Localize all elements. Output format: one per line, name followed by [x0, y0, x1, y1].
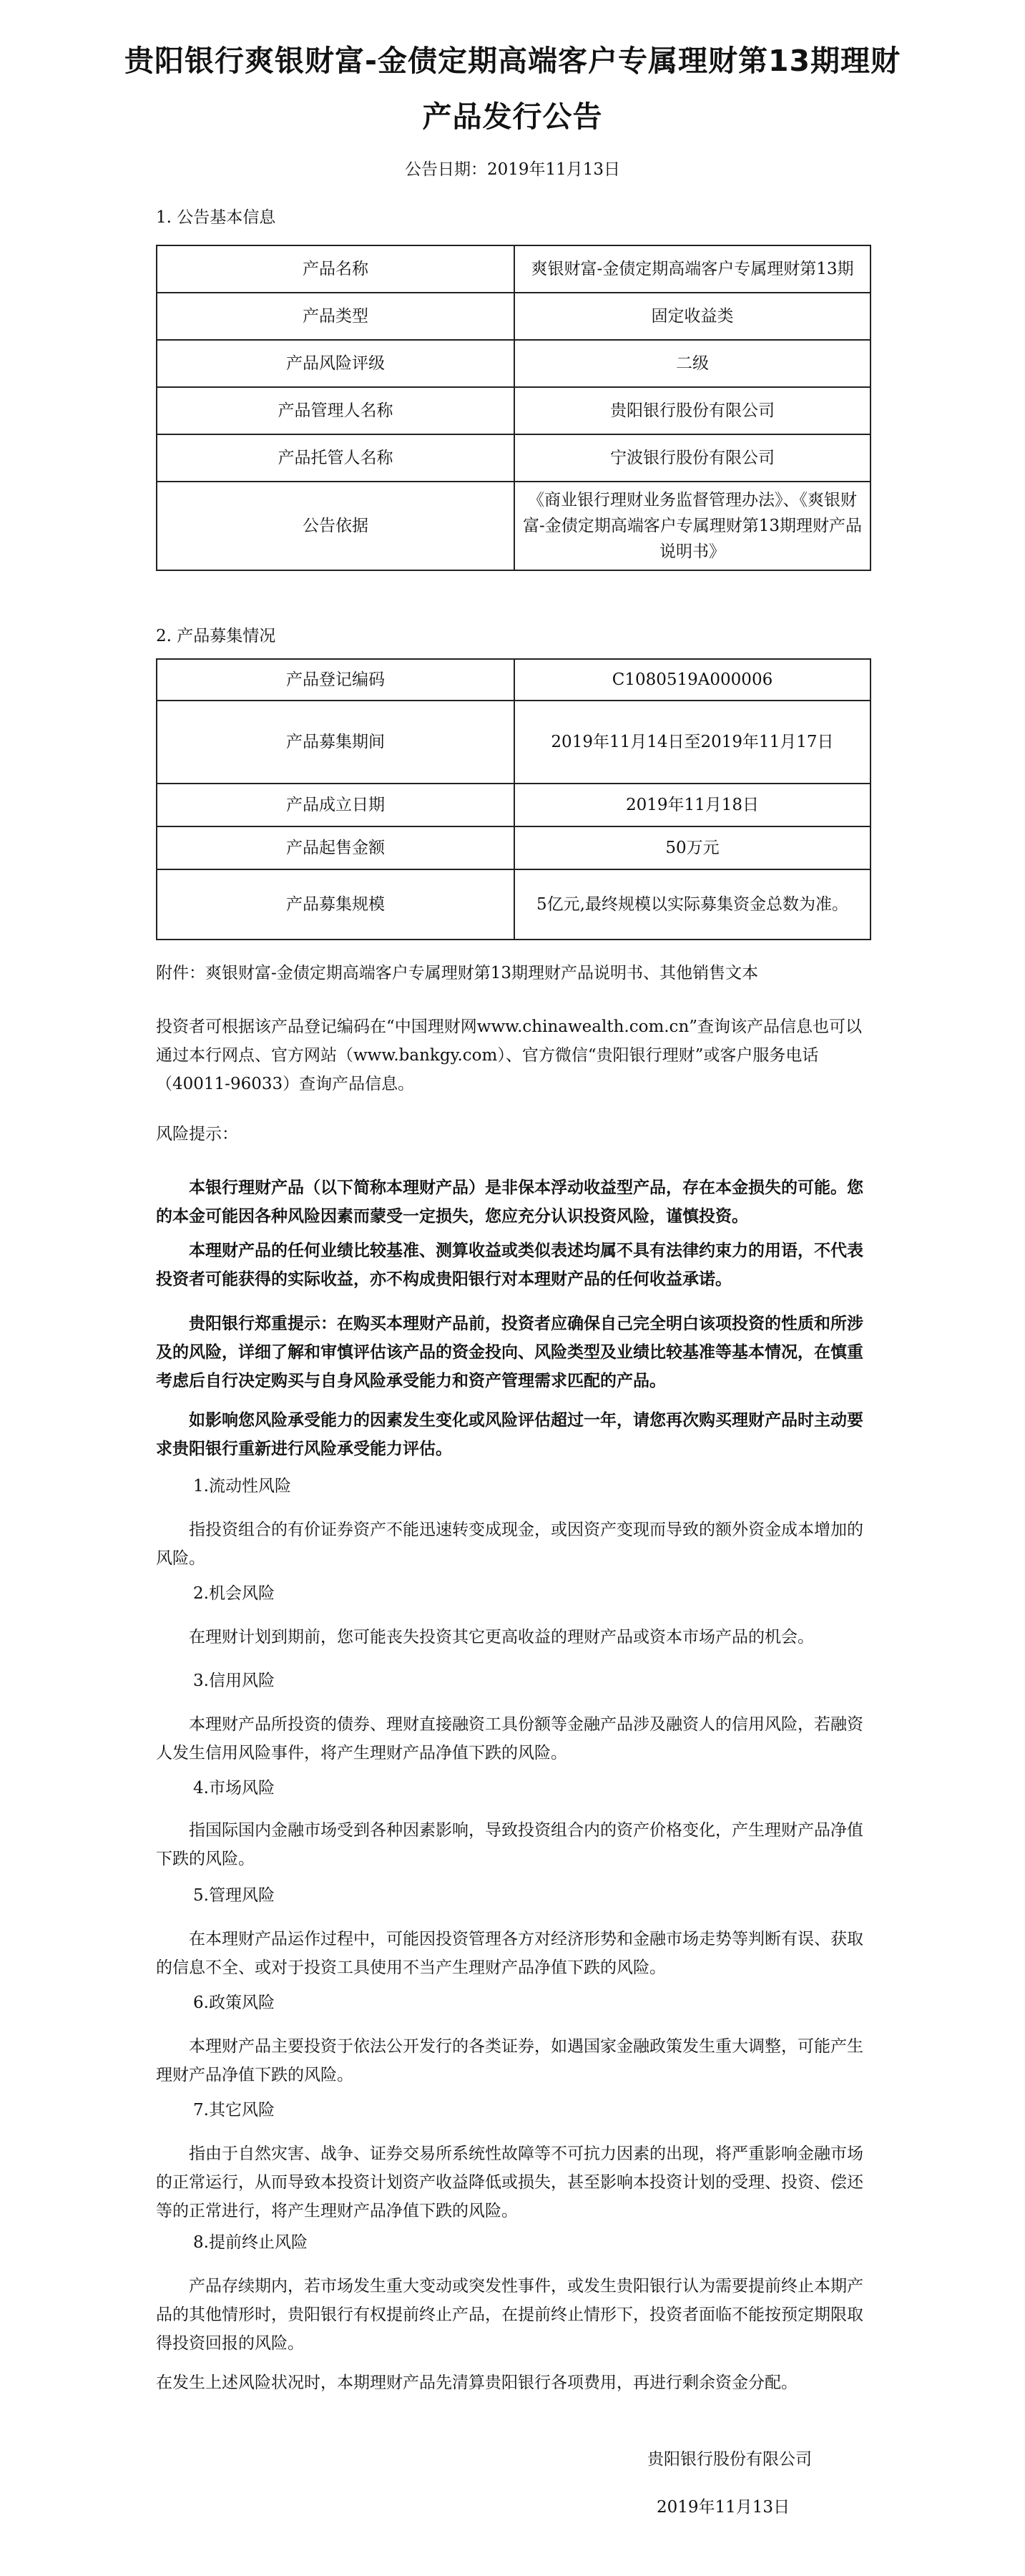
table-row	[157, 701, 870, 784]
table-key: 公告依据	[157, 482, 514, 570]
section1-heading: 1. 公告基本信息	[156, 208, 276, 227]
table-row	[157, 482, 870, 570]
fundraising-table	[156, 658, 871, 940]
table-row	[157, 784, 870, 826]
risk-notice-1: 本银行理财产品（以下简称本理财产品）是非保本浮动收益型产品，存在本金损失的可能。您的本金可能因各种风险因素而蒙受一定损失，您应充分认识投资风险，谨慎投资。	[156, 1178, 863, 1226]
signature-company: 贵阳银行股份有限公司	[647, 2450, 812, 2469]
table-value: 贵阳银行股份有限公司	[514, 387, 870, 434]
risk-notice-2: 本理财产品的任何业绩比较基准、测算收益或类似表述均属不具有法律约束力的用语，不代表投资者可能获得的实际收益，亦不构成贵阳银行对本理财产品的任何收益承诺。	[156, 1241, 863, 1289]
risk-heading: 2.机会风险	[193, 1584, 275, 1603]
risk-body: 本理财产品主要投资于依法公开发行的各类证券，如遇国家金融政策发生重大调整，可能产生理财产品净值下跌的风险。	[156, 2037, 863, 2084]
table-value: 50万元	[514, 826, 870, 869]
table-row	[157, 869, 870, 940]
table-value: 宁波银行股份有限公司	[514, 434, 870, 482]
table-value: 《商业银行理财业务监督管理办法》、《爽银财富-金债定期高端客户专属理财第13期理财产品说明书》	[514, 482, 870, 570]
table-row	[157, 340, 870, 387]
closing-note: 在发生上述风险状况时，本期理财产品先清算贵阳银行各项费用，再进行剩余资金分配。	[156, 2373, 798, 2392]
table-row	[157, 659, 870, 701]
risk-body: 产品存续期内，若市场发生重大变动或突发性事件，或发生贵阳银行认为需要提前终止本期产品的其他情形时，贵阳银行有权提前终止产品，在提前终止情形下，投资者面临不能按预定期限取得投资回报的风险。	[156, 2277, 863, 2353]
table-key: 产品类型	[157, 293, 514, 340]
signature-date: 2019年11月13日	[657, 2498, 790, 2517]
table-value: 2019年11月14日至2019年11月17日	[514, 701, 870, 784]
risk-heading: 4.市场风险	[193, 1779, 275, 1797]
risk-notice-4: 如影响您风险承受能力的因素发生变化或风险评估超过一年，请您再次购买理财产品时主动要求贵阳银行重新进行风险承受能力评估。	[156, 1410, 863, 1458]
table-key: 产品管理人名称	[157, 387, 514, 434]
doc-title-line1: 贵阳银行爽银财富-金债定期高端客户专属理财第13期理财	[124, 44, 901, 78]
risk-heading: 8.提前终止风险	[193, 2233, 308, 2252]
table-key: 产品登记编码	[157, 659, 514, 701]
risk-body: 本理财产品所投资的债券、理财直接融资工具份额等金融产品涉及融资人的信用风险，若融资人发生信用风险事件，将产生理财产品净值下跌的风险。	[156, 1715, 863, 1762]
table-row	[157, 245, 870, 293]
table-value: C1080519A000006	[514, 659, 870, 701]
table-row	[157, 434, 870, 482]
table-key: 产品起售金额	[157, 826, 514, 869]
table-row	[157, 293, 870, 340]
table-key: 产品成立日期	[157, 784, 514, 826]
table-row	[157, 387, 870, 434]
announcement-date: 公告日期：2019年11月13日	[404, 160, 621, 179]
table-key: 产品募集期间	[157, 701, 514, 784]
basic-info-table	[156, 245, 871, 571]
table-key: 产品托管人名称	[157, 434, 514, 482]
table-key: 产品风险评级	[157, 340, 514, 387]
table-key: 产品名称	[157, 245, 514, 293]
attachment-note: 附件：爽银财富-金债定期高端客户专属理财第13期理财产品说明书、其他销售文本	[156, 964, 759, 982]
table-row	[157, 826, 870, 869]
risk-heading: 7.其它风险	[193, 2101, 275, 2119]
risk-body: 在理财计划到期前，您可能丧失投资其它更高收益的理财产品或资本市场产品的机会。	[189, 1628, 814, 1646]
risk-body: 指国际国内金融市场受到各种因素影响，导致投资组合内的资产价格变化，产生理财产品净值下跌的风险。	[156, 1821, 863, 1868]
risk-heading: 1.流动性风险	[193, 1477, 291, 1496]
risk-body: 指投资组合的有价证券资产不能迅速转变成现金，或因资产变现而导致的额外资金成本增加的风险。	[156, 1521, 863, 1568]
table-value: 爽银财富-金债定期高端客户专属理财第13期	[514, 245, 870, 293]
table-key: 产品募集规模	[157, 869, 514, 940]
risk-heading: 6.政策风险	[193, 1994, 275, 2012]
risk-heading: 5.管理风险	[193, 1886, 275, 1905]
inquiry-note: 投资者可根据该产品登记编码在“中国理财网www.chinawealth.com.cn”查询该产品信息也可以通过本行网点、官方网站（www.bankgy.com）、官方微信“贵阳银行理财”或客户服务电话（40011-96033）查询产品信息。	[156, 1018, 863, 1093]
table-value: 固定收益类	[514, 293, 870, 340]
table-value: 二级	[514, 340, 870, 387]
table-value: 2019年11月18日	[514, 784, 870, 826]
table-value: 5亿元,最终规模以实际募集资金总数为准。	[514, 869, 870, 940]
doc-title-line2: 产品发行公告	[422, 99, 603, 134]
risk-heading: 3.信用风险	[193, 1672, 275, 1690]
section2-heading: 2. 产品募集情况	[156, 627, 276, 645]
risk-title: 风险提示：	[156, 1125, 238, 1143]
risk-notice-3: 贵阳银行郑重提示：在购买本理财产品前，投资者应确保自己完全明白该项投资的性质和所涉及的风险，详细了解和审慎评估该产品的资金投向、风险类型及业绩比较基准等基本情况，在慎重考虑后自行决定购买与自身风险承受能力和资产管理需求匹配的产品。	[156, 1314, 863, 1390]
risk-body: 在本理财产品运作过程中，可能因投资管理各方对经济形势和金融市场走势等判断有误、获取的信息不全、或对于投资工具使用不当产生理财产品净值下跌的风险。	[156, 1930, 863, 1977]
risk-body: 指由于自然灾害、战争、证券交易所系统性故障等不可抗力因素的出现，将严重影响金融市场的正常运行，从而导致本投资计划资产收益降低或损失，甚至影响本投资计划的受理、投资、偿还等的正常进行，将产生理财产品净值下跌的风险。	[156, 2145, 863, 2220]
